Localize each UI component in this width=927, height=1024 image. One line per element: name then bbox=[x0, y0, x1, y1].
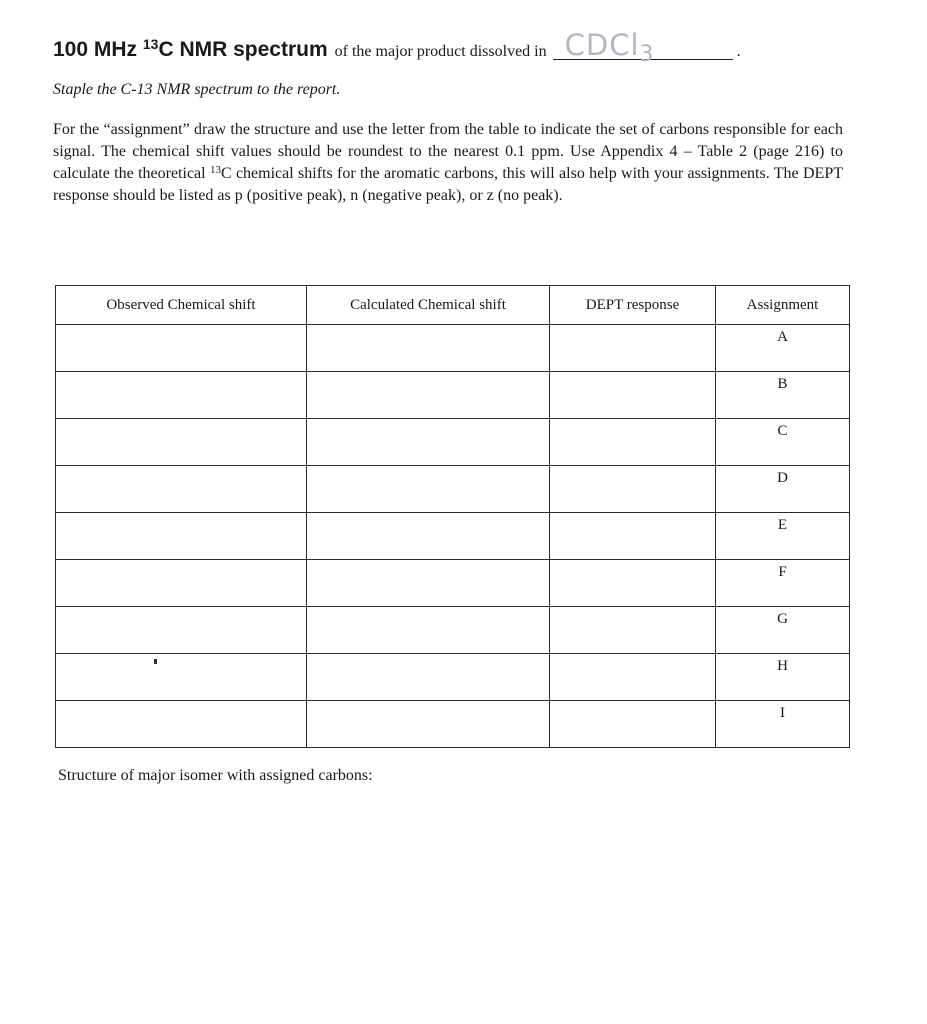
header-calculated-shift: Calculated Chemical shift bbox=[307, 286, 550, 325]
calculated-shift-cell[interactable] bbox=[307, 325, 550, 372]
instructions-paragraph: For the “assignment” draw the structure and use the letter from the table to indicate the set of carbons responsible for each signal. The chemical shift values should be roundest to the nearest 0.1 ppm. Use Appendix 4 – Table 2 (page 216) to calculate the theoretical $^{13}$C chemical shifts for the aromatic carbons, this will also help with your assignments. The DEPT response should be listed as p (positive peak), n (negative peak), or z (no peak). bbox=[53, 121, 844, 204]
calculated-shift-cell[interactable] bbox=[307, 466, 550, 513]
stray-pen-mark bbox=[154, 659, 157, 664]
assignment-letter-cell: G bbox=[716, 607, 850, 654]
table-row bbox=[56, 419, 850, 466]
calculated-shift-cell[interactable] bbox=[307, 419, 550, 466]
calculated-shift-cell[interactable] bbox=[307, 654, 550, 701]
header-assignment: Assignment bbox=[716, 286, 850, 325]
table-header-row bbox=[56, 286, 850, 325]
assignment-letter-cell: C bbox=[716, 419, 850, 466]
observed-shift-cell[interactable] bbox=[56, 654, 307, 701]
staple-instruction: Staple the C-13 NMR spectrum to the report. bbox=[53, 81, 341, 98]
observed-shift-cell[interactable] bbox=[56, 607, 307, 654]
dept-response-cell[interactable] bbox=[550, 325, 716, 372]
calculated-shift-cell[interactable] bbox=[307, 701, 550, 748]
assignment-letter-cell: I bbox=[716, 701, 850, 748]
header-observed-shift: Observed Chemical shift bbox=[56, 286, 307, 325]
heading-title: 100 MHz $^{13}$C NMR spectrum bbox=[53, 36, 328, 61]
nmr-assignment-table bbox=[55, 285, 850, 748]
table-row bbox=[56, 701, 850, 748]
structure-section-label: Structure of major isomer with assigned carbons: bbox=[58, 767, 373, 784]
observed-shift-cell[interactable] bbox=[56, 372, 307, 419]
heading-period: . bbox=[736, 43, 741, 60]
dept-response-cell[interactable] bbox=[550, 560, 716, 607]
assignment-letter-cell: A bbox=[716, 325, 850, 372]
solvent-handwritten-answer: CDCl$_3$ bbox=[564, 28, 655, 67]
table-row bbox=[56, 560, 850, 607]
table-row bbox=[56, 607, 850, 654]
heading-superscript: 13 bbox=[142, 36, 159, 52]
observed-shift-cell[interactable] bbox=[56, 325, 307, 372]
assignment-letter-cell: H bbox=[716, 654, 850, 701]
dept-response-cell[interactable] bbox=[550, 607, 716, 654]
observed-shift-cell[interactable] bbox=[56, 560, 307, 607]
assignment-letter-cell: F bbox=[716, 560, 850, 607]
header-dept-response: DEPT response bbox=[550, 286, 716, 325]
dept-response-cell[interactable] bbox=[550, 419, 716, 466]
solvent-blank-field[interactable] bbox=[553, 28, 733, 67]
observed-shift-cell[interactable] bbox=[56, 419, 307, 466]
dept-response-cell[interactable] bbox=[550, 372, 716, 419]
dept-response-cell[interactable] bbox=[550, 513, 716, 560]
table-row bbox=[56, 372, 850, 419]
table-row bbox=[56, 466, 850, 513]
dept-response-cell[interactable] bbox=[550, 701, 716, 748]
dept-response-cell[interactable] bbox=[550, 466, 716, 513]
calculated-shift-cell[interactable] bbox=[307, 372, 550, 419]
assignment-letter-cell: E bbox=[716, 513, 850, 560]
assignment-letter-cell: B bbox=[716, 372, 850, 419]
heading-text: of the major product dissolved in bbox=[334, 43, 547, 60]
page-heading bbox=[53, 30, 853, 66]
assignment-letter-cell: D bbox=[716, 466, 850, 513]
table-row bbox=[56, 513, 850, 560]
calculated-shift-cell[interactable] bbox=[307, 607, 550, 654]
observed-shift-cell[interactable] bbox=[56, 466, 307, 513]
table-row bbox=[56, 325, 850, 372]
calculated-shift-cell[interactable] bbox=[307, 560, 550, 607]
observed-shift-cell[interactable] bbox=[56, 701, 307, 748]
table-row bbox=[56, 654, 850, 701]
dept-response-cell[interactable] bbox=[550, 654, 716, 701]
calculated-shift-cell[interactable] bbox=[307, 513, 550, 560]
observed-shift-cell[interactable] bbox=[56, 513, 307, 560]
